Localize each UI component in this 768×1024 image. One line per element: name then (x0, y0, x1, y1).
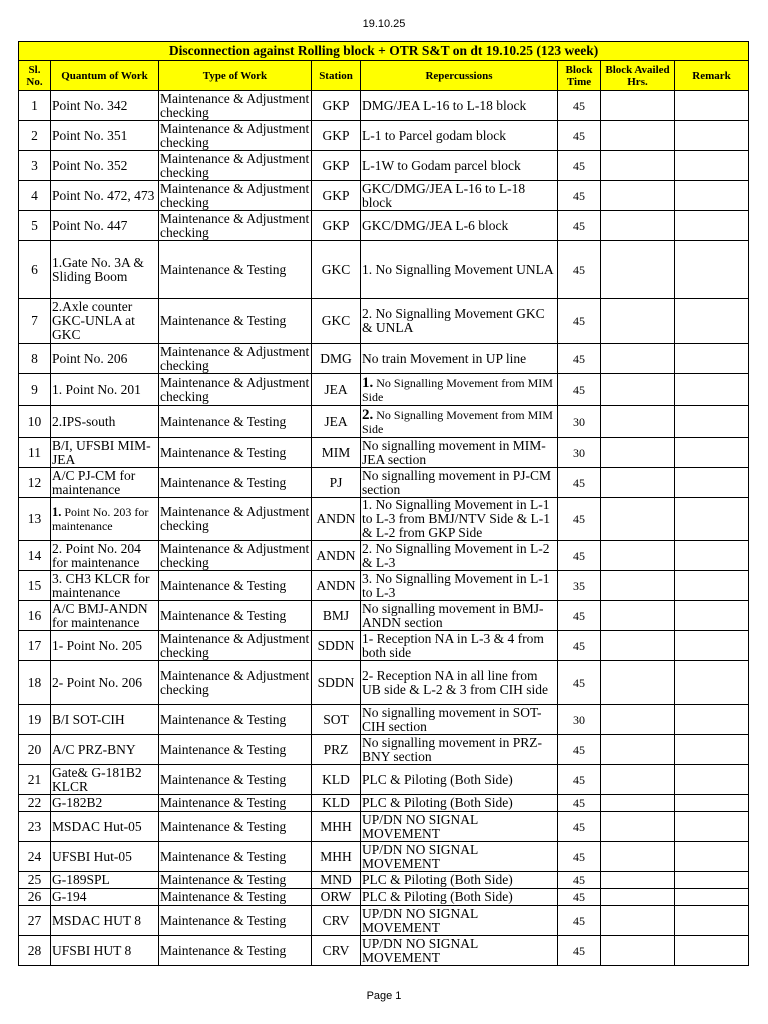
table-row (19, 631, 749, 661)
cell-type-of-work: Maintenance & Testing (159, 889, 312, 906)
header-sl-no: Sl. No. (19, 61, 51, 91)
cell-remark (675, 889, 749, 906)
cell-station: GKP (312, 211, 361, 241)
cell-station: GKC (312, 241, 361, 299)
cell-station: GKP (312, 91, 361, 121)
table-row (19, 91, 749, 121)
cell-repercussions: GKC/DMG/JEA L-6 block (361, 211, 558, 241)
cell-block-availed-hrs (601, 374, 675, 406)
cell-quantum-of-work: Point No. 351 (51, 121, 159, 151)
cell-quantum-of-work: G-182B2 (51, 795, 159, 812)
cell-sl-no: 19 (19, 705, 51, 735)
cell-station: KLD (312, 765, 361, 795)
cell-sl-no: 17 (19, 631, 51, 661)
cell-type-of-work: Maintenance & Adjustment checking (159, 374, 312, 406)
cell-block-time: 45 (558, 241, 601, 299)
cell-sl-no: 23 (19, 812, 51, 842)
cell-repercussions: DMG/JEA L-16 to L-18 block (361, 91, 558, 121)
table-row (19, 121, 749, 151)
cell-block-time: 30 (558, 705, 601, 735)
cell-quantum-of-work: 3. CH3 KLCR for maintenance (51, 571, 159, 601)
cell-remark (675, 181, 749, 211)
cell-quantum-of-work: A/C BMJ-ANDN for maintenance (51, 601, 159, 631)
cell-block-availed-hrs (601, 181, 675, 211)
cell-type-of-work: Maintenance & Adjustment checking (159, 91, 312, 121)
cell-block-time: 45 (558, 299, 601, 344)
cell-remark (675, 765, 749, 795)
cell-sl-no: 7 (19, 299, 51, 344)
cell-block-availed-hrs (601, 795, 675, 812)
cell-type-of-work: Maintenance & Adjustment checking (159, 498, 312, 541)
cell-type-of-work: Maintenance & Testing (159, 936, 312, 966)
cell-block-availed-hrs (601, 468, 675, 498)
cell-type-of-work: Maintenance & Testing (159, 842, 312, 872)
cell-remark (675, 872, 749, 889)
cell-type-of-work: Maintenance & Testing (159, 438, 312, 468)
cell-station: SOT (312, 705, 361, 735)
cell-block-availed-hrs (601, 601, 675, 631)
cell-type-of-work: Maintenance & Testing (159, 299, 312, 344)
cell-repercussions: GKC/DMG/JEA L-16 to L-18 block (361, 181, 558, 211)
table-row (19, 735, 749, 765)
cell-sl-no: 25 (19, 872, 51, 889)
cell-type-of-work: Maintenance & Testing (159, 601, 312, 631)
cell-repercussions: UP/DN NO SIGNAL MOVEMENT (361, 936, 558, 966)
table-row (19, 661, 749, 705)
cell-remark (675, 735, 749, 765)
cell-remark (675, 936, 749, 966)
cell-block-time: 35 (558, 571, 601, 601)
cell-repercussions: PLC & Piloting (Both Side) (361, 872, 558, 889)
cell-block-time: 45 (558, 91, 601, 121)
table-row (19, 906, 749, 936)
cell-sl-no: 18 (19, 661, 51, 705)
cell-repercussions: 1. No Signalling Movement UNLA (361, 241, 558, 299)
cell-repercussions: 3. No Signalling Movement in L-1 to L-3 (361, 571, 558, 601)
cell-block-availed-hrs (601, 121, 675, 151)
cell-block-availed-hrs (601, 889, 675, 906)
cell-station: SDDN (312, 631, 361, 661)
cell-remark (675, 374, 749, 406)
table-row (19, 936, 749, 966)
cell-repercussions: No signalling movement in MIM-JEA section (361, 438, 558, 468)
cell-station: JEA (312, 406, 361, 438)
table-body (19, 91, 749, 966)
cell-block-availed-hrs (601, 936, 675, 966)
cell-repercussions (361, 374, 558, 406)
cell-remark (675, 906, 749, 936)
cell-block-availed-hrs (601, 661, 675, 705)
cell-type-of-work: Maintenance & Testing (159, 812, 312, 842)
table-row (19, 571, 749, 601)
cell-block-time: 45 (558, 812, 601, 842)
cell-repercussions (361, 406, 558, 438)
cell-quantum-of-work: UFSBI Hut-05 (51, 842, 159, 872)
table-row (19, 872, 749, 889)
table-row (19, 374, 749, 406)
cell-type-of-work: Maintenance & Testing (159, 571, 312, 601)
cell-repercussions: PLC & Piloting (Both Side) (361, 889, 558, 906)
cell-quantum-of-work: 2.IPS-south (51, 406, 159, 438)
cell-sl-no: 20 (19, 735, 51, 765)
cell-quantum-of-work: A/C PRZ-BNY (51, 735, 159, 765)
cell-station: GKP (312, 151, 361, 181)
cell-block-time: 45 (558, 872, 601, 889)
cell-repercussions: No train Movement in UP line (361, 344, 558, 374)
cell-quantum-of-work: 1- Point No. 205 (51, 631, 159, 661)
cell-sl-no: 11 (19, 438, 51, 468)
cell-sl-no: 2 (19, 121, 51, 151)
cell-station: DMG (312, 344, 361, 374)
cell-quantum-of-work: UFSBI HUT 8 (51, 936, 159, 966)
cell-remark (675, 406, 749, 438)
cell-block-time: 30 (558, 406, 601, 438)
cell-remark (675, 91, 749, 121)
table-row (19, 406, 749, 438)
cell-block-availed-hrs (601, 211, 675, 241)
page-footer: Page 1 (366, 990, 402, 1002)
cell-quantum-of-work: 2- Point No. 206 (51, 661, 159, 705)
cell-station: ANDN (312, 571, 361, 601)
cell-remark (675, 211, 749, 241)
cell-quantum-of-work: A/C PJ-CM for maintenance (51, 468, 159, 498)
cell-sl-no: 5 (19, 211, 51, 241)
cell-station: MND (312, 872, 361, 889)
cell-sl-no: 10 (19, 406, 51, 438)
cell-remark (675, 571, 749, 601)
cell-block-time: 45 (558, 936, 601, 966)
table-row (19, 842, 749, 872)
cell-block-time: 45 (558, 906, 601, 936)
table-row (19, 812, 749, 842)
cell-quantum-of-work: 2. Point No. 204 for maintenance (51, 541, 159, 571)
cell-station: PRZ (312, 735, 361, 765)
cell-repercussions: UP/DN NO SIGNAL MOVEMENT (361, 906, 558, 936)
cell-block-time: 45 (558, 498, 601, 541)
cell-repercussions: PLC & Piloting (Both Side) (361, 795, 558, 812)
table-row (19, 468, 749, 498)
cell-station: GKP (312, 181, 361, 211)
cell-station: SDDN (312, 661, 361, 705)
cell-station: PJ (312, 468, 361, 498)
cell-quantum-of-work: Point No. 447 (51, 211, 159, 241)
cell-block-availed-hrs (601, 541, 675, 571)
cell-quantum-of-work: MSDAC HUT 8 (51, 906, 159, 936)
cell-block-time: 45 (558, 374, 601, 406)
cell-quantum-of-work: Gate& G-181B2 KLCR (51, 765, 159, 795)
cell-remark (675, 661, 749, 705)
table-row (19, 211, 749, 241)
cell-station: ANDN (312, 541, 361, 571)
cell-block-time: 45 (558, 842, 601, 872)
cell-sl-no: 4 (19, 181, 51, 211)
cell-block-time: 45 (558, 468, 601, 498)
repercussion-text: No Signalling Movement from MIM Side (362, 407, 553, 436)
cell-station: ORW (312, 889, 361, 906)
header-type-of-work: Type of Work (159, 61, 312, 91)
header-block-availed-hrs: Block Availed Hrs. (601, 61, 675, 91)
cell-remark (675, 541, 749, 571)
cell-block-availed-hrs (601, 406, 675, 438)
cell-sl-no: 28 (19, 936, 51, 966)
cell-remark (675, 468, 749, 498)
table-row (19, 299, 749, 344)
cell-remark (675, 631, 749, 661)
cell-block-time: 45 (558, 631, 601, 661)
cell-sl-no: 27 (19, 906, 51, 936)
cell-type-of-work: Maintenance & Adjustment checking (159, 181, 312, 211)
header-quantum-of-work: Quantum of Work (51, 61, 159, 91)
cell-repercussions: No signalling movement in PRZ-BNY section (361, 735, 558, 765)
cell-station: GKC (312, 299, 361, 344)
cell-block-availed-hrs (601, 91, 675, 121)
cell-sl-no: 9 (19, 374, 51, 406)
cell-quantum-of-work (51, 498, 159, 541)
cell-repercussions: 2- Reception NA in all line from UB side & L-2 & 3 from CIH side (361, 661, 558, 705)
cell-sl-no: 6 (19, 241, 51, 299)
cell-repercussions: No signalling movement in BMJ-ANDN section (361, 601, 558, 631)
cell-block-availed-hrs (601, 812, 675, 842)
cell-repercussions: 1. No Signalling Movement in L-1 to L-3 from BMJ/NTV Side & L-1 & L-2 from GKP Side (361, 498, 558, 541)
table-row (19, 601, 749, 631)
cell-block-time: 45 (558, 181, 601, 211)
cell-quantum-of-work: G-189SPL (51, 872, 159, 889)
cell-station: MHH (312, 812, 361, 842)
cell-remark (675, 299, 749, 344)
cell-remark (675, 795, 749, 812)
cell-quantum-of-work: 1. Point No. 201 (51, 374, 159, 406)
cell-quantum-of-work: G-194 (51, 889, 159, 906)
cell-remark (675, 151, 749, 181)
cell-remark (675, 842, 749, 872)
page-date: 19.10.25 (362, 18, 406, 30)
table-row (19, 541, 749, 571)
cell-quantum-of-work: Point No. 206 (51, 344, 159, 374)
cell-type-of-work: Maintenance & Testing (159, 241, 312, 299)
cell-repercussions: UP/DN NO SIGNAL MOVEMENT (361, 812, 558, 842)
cell-repercussions: 1- Reception NA in L-3 & 4 from both side (361, 631, 558, 661)
cell-remark (675, 498, 749, 541)
cell-sl-no: 26 (19, 889, 51, 906)
cell-block-availed-hrs (601, 906, 675, 936)
cell-type-of-work: Maintenance & Testing (159, 406, 312, 438)
cell-remark (675, 601, 749, 631)
cell-sl-no: 3 (19, 151, 51, 181)
cell-sl-no: 14 (19, 541, 51, 571)
table-title: Disconnection against Rolling block + OTR S&T on dt 19.10.25 (123 week) (19, 42, 749, 61)
cell-station: KLD (312, 795, 361, 812)
cell-type-of-work: Maintenance & Adjustment checking (159, 631, 312, 661)
cell-block-availed-hrs (601, 735, 675, 765)
cell-block-time: 45 (558, 735, 601, 765)
cell-block-time: 45 (558, 661, 601, 705)
cell-block-time: 45 (558, 765, 601, 795)
cell-block-time: 45 (558, 601, 601, 631)
cell-type-of-work: Maintenance & Adjustment checking (159, 541, 312, 571)
quantum-text: Point No. 203 for maintenance (52, 505, 149, 533)
cell-repercussions: No signalling movement in PJ-CM section (361, 468, 558, 498)
cell-sl-no: 21 (19, 765, 51, 795)
cell-type-of-work: Maintenance & Testing (159, 795, 312, 812)
table-row (19, 705, 749, 735)
cell-block-time: 45 (558, 795, 601, 812)
cell-type-of-work: Maintenance & Adjustment checking (159, 661, 312, 705)
cell-repercussions: No signalling movement in SOT-CIH section (361, 705, 558, 735)
cell-station: MIM (312, 438, 361, 468)
cell-block-availed-hrs (601, 498, 675, 541)
cell-sl-no: 1 (19, 91, 51, 121)
cell-block-time: 45 (558, 344, 601, 374)
cell-block-availed-hrs (601, 765, 675, 795)
cell-type-of-work: Maintenance & Adjustment checking (159, 344, 312, 374)
cell-block-availed-hrs (601, 571, 675, 601)
header-block-time: Block Time (558, 61, 601, 91)
cell-block-availed-hrs (601, 631, 675, 661)
cell-remark (675, 705, 749, 735)
cell-quantum-of-work: 1.Gate No. 3A & Sliding Boom (51, 241, 159, 299)
cell-block-availed-hrs (601, 842, 675, 872)
cell-type-of-work: Maintenance & Testing (159, 906, 312, 936)
cell-station: BMJ (312, 601, 361, 631)
cell-quantum-of-work: Point No. 342 (51, 91, 159, 121)
cell-block-time: 45 (558, 151, 601, 181)
repercussion-number: 1. (362, 374, 374, 391)
cell-sl-no: 8 (19, 344, 51, 374)
cell-type-of-work: Maintenance & Testing (159, 735, 312, 765)
cell-repercussions: L-1 to Parcel godam block (361, 121, 558, 151)
cell-type-of-work: Maintenance & Testing (159, 705, 312, 735)
header-remark: Remark (675, 61, 749, 91)
cell-sl-no: 24 (19, 842, 51, 872)
cell-block-availed-hrs (601, 151, 675, 181)
cell-type-of-work: Maintenance & Testing (159, 468, 312, 498)
cell-sl-no: 12 (19, 468, 51, 498)
cell-quantum-of-work: Point No. 352 (51, 151, 159, 181)
cell-type-of-work: Maintenance & Adjustment checking (159, 211, 312, 241)
table-row (19, 241, 749, 299)
repercussion-number: 2. (362, 406, 374, 423)
cell-repercussions: UP/DN NO SIGNAL MOVEMENT (361, 842, 558, 872)
cell-station: CRV (312, 906, 361, 936)
cell-block-availed-hrs (601, 872, 675, 889)
cell-type-of-work: Maintenance & Adjustment checking (159, 151, 312, 181)
cell-block-availed-hrs (601, 344, 675, 374)
quantum-number: 1. (52, 505, 62, 519)
table-row (19, 151, 749, 181)
cell-quantum-of-work: MSDAC Hut-05 (51, 812, 159, 842)
cell-block-time: 45 (558, 889, 601, 906)
cell-block-availed-hrs (601, 241, 675, 299)
cell-type-of-work: Maintenance & Adjustment checking (159, 121, 312, 151)
cell-type-of-work: Maintenance & Testing (159, 872, 312, 889)
cell-block-availed-hrs (601, 705, 675, 735)
repercussion-text: No Signalling Movement from MIM Side (362, 375, 553, 404)
cell-block-availed-hrs (601, 299, 675, 344)
table-row (19, 181, 749, 211)
cell-repercussions: L-1W to Godam parcel block (361, 151, 558, 181)
cell-repercussions: PLC & Piloting (Both Side) (361, 765, 558, 795)
cell-sl-no: 13 (19, 498, 51, 541)
cell-remark (675, 121, 749, 151)
cell-station: GKP (312, 121, 361, 151)
cell-block-availed-hrs (601, 438, 675, 468)
disconnection-table (18, 41, 749, 966)
header-repercussions: Repercussions (361, 61, 558, 91)
table-row (19, 795, 749, 812)
cell-station: JEA (312, 374, 361, 406)
table-row (19, 765, 749, 795)
cell-repercussions: 2. No Signalling Movement GKC & UNLA (361, 299, 558, 344)
cell-quantum-of-work: B/I SOT-CIH (51, 705, 159, 735)
cell-block-time: 45 (558, 541, 601, 571)
cell-block-time: 30 (558, 438, 601, 468)
cell-remark (675, 344, 749, 374)
cell-remark (675, 812, 749, 842)
cell-station: ANDN (312, 498, 361, 541)
cell-remark (675, 241, 749, 299)
cell-sl-no: 15 (19, 571, 51, 601)
table-row (19, 498, 749, 541)
cell-repercussions: 2. No Signalling Movement in L-2 & L-3 (361, 541, 558, 571)
cell-block-time: 45 (558, 121, 601, 151)
table-row (19, 438, 749, 468)
table-row (19, 344, 749, 374)
cell-sl-no: 16 (19, 601, 51, 631)
header-station: Station (312, 61, 361, 91)
cell-type-of-work: Maintenance & Testing (159, 765, 312, 795)
cell-station: CRV (312, 936, 361, 966)
cell-station: MHH (312, 842, 361, 872)
cell-quantum-of-work: B/I, UFSBI MIM-JEA (51, 438, 159, 468)
cell-quantum-of-work: 2.Axle counter GKC-UNLA at GKC (51, 299, 159, 344)
cell-quantum-of-work: Point No. 472, 473 (51, 181, 159, 211)
cell-sl-no: 22 (19, 795, 51, 812)
cell-remark (675, 438, 749, 468)
table-row (19, 889, 749, 906)
cell-block-time: 45 (558, 211, 601, 241)
